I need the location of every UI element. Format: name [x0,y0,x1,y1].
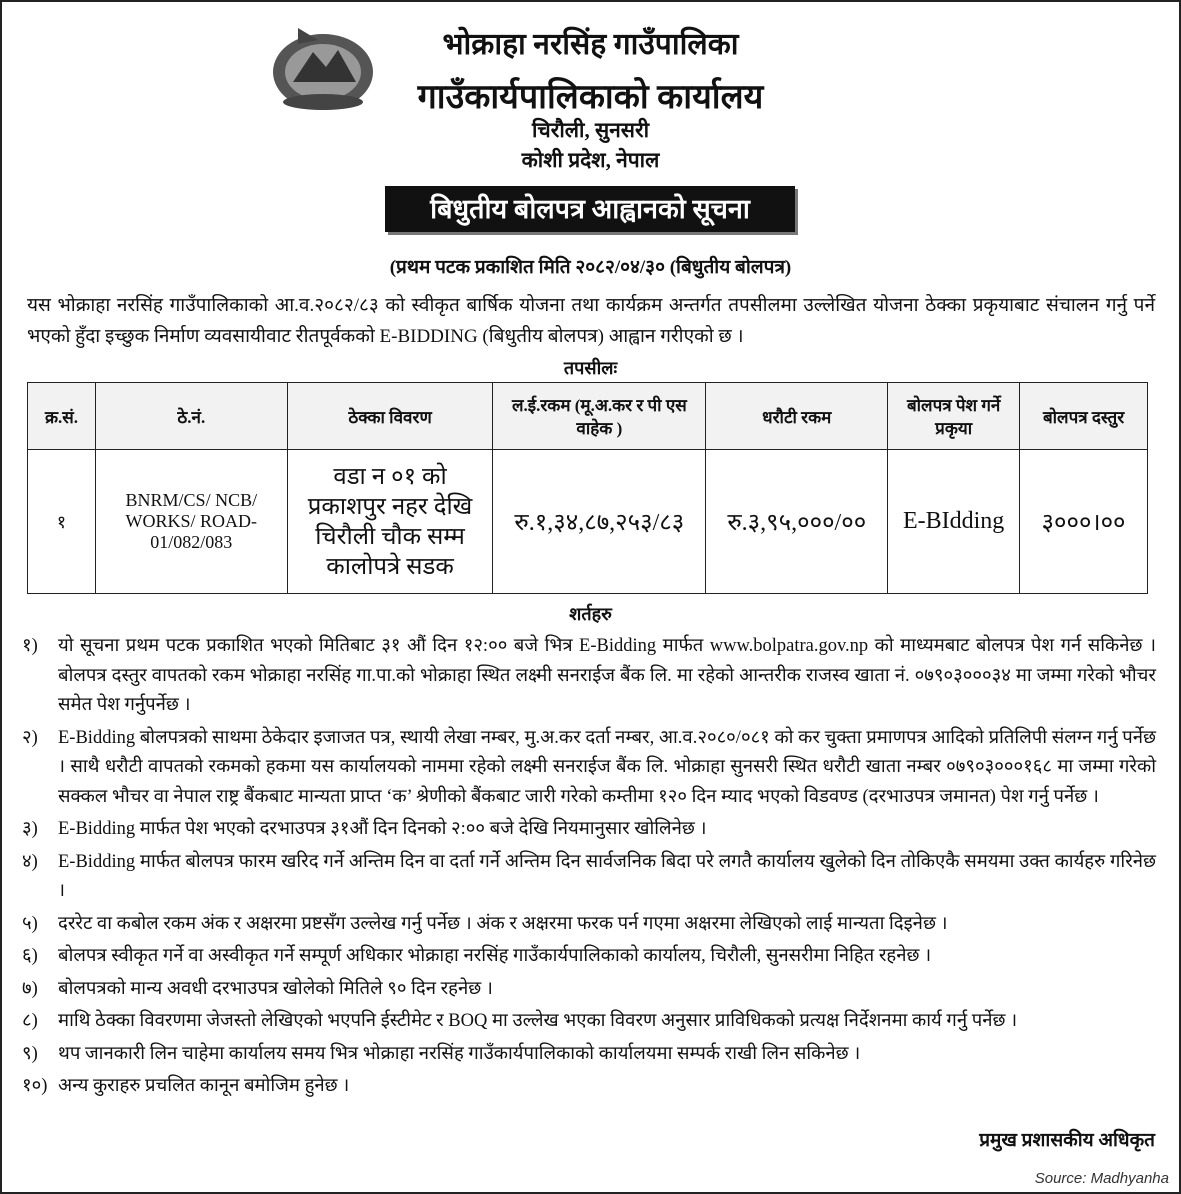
col-process: बोलपत्र पेश गर्ने प्रकृया [888,383,1020,450]
col-sn: क्र.सं. [28,383,96,450]
condition-text: अन्य कुराहरु प्रचलित कानून बमोजिम हुनेछ । [58,1076,350,1096]
condition-number: १०) [22,1076,48,1096]
condition-number: ७) [22,978,38,999]
table-header-row [28,383,1148,450]
col-description: ठेक्का विवरण [287,383,493,450]
cell-fee: ३०००।०० [1020,450,1148,594]
condition-number: ३) [22,819,38,839]
col-deposit: धरौटी रकम [706,383,888,450]
office-location: चिरौली, सुनसरी [531,118,650,142]
col-estimate: ल.ई.रकम (मू.अ.कर र पी एस वाहेक ) [493,383,706,450]
cell-description: वडा न ०१ को प्रकाशपुर नहर देखि चिरौली चौक सम्म कालोपत्रे सडक [287,450,493,594]
conditions-heading: शर्तहरु [569,604,612,624]
condition-number: २) [22,727,38,748]
condition-text: E-Bidding मार्फत पेश भएको दरभाउपत्र ३१औं दिन दिनको २:०० बजे देखि नियमानुसार खोलिनेछ । [58,819,707,839]
province: कोशी प्रदेश, नेपाल [521,148,660,172]
cell-sn: १ [28,450,96,594]
condition-text: माथि ठेक्का विवरणमा जेजस्तो लेखिएको भएपनि ईस्टीमेट र BOQ मा उल्लेख भएका विवरण अनुसार प्राविधिकको प्रत्यक्ष निर्देशनमा कार्य गर्नु पर्नेछ । [58,1011,1018,1031]
cell-estimate: रु.१,३४,८७,२५३/८३ [493,450,706,594]
condition-number: ४) [22,851,38,872]
condition-number: ९) [22,1043,38,1064]
municipality-name: भोक्राहा नरसिंह गाउँपालिका [442,28,739,61]
office-name: गाउँकार्यपालिकाको कार्यालय [417,79,764,116]
col-fee: बोलपत्र दस्तुर [1020,383,1148,450]
condition-text: बोलपत्रको मान्य अवधी दरभाउपत्र खोलेको मितिले ९० दिन रहनेछ । [58,978,493,999]
condition-text: E-Bidding मार्फत बोलपत्र फारम खरिद गर्ने अन्तिम दिन वा दर्ता गर्ने अन्तिम दिन सार्वजनिक बिदा परे लगतै कार्यालय खुलेको दिन तोकिएकै समयमा उक्त कार्यहरु गरिनेछ । [58,851,1156,901]
condition-number: ५) [22,913,38,934]
signatory-title: प्रमुख प्रशासकीय अधिकृत [979,1130,1155,1151]
condition-item [22,1040,1156,1070]
cell-process: E-BIdding [888,450,1020,594]
condition-number: ६) [22,946,38,966]
condition-item [22,632,1156,721]
conditions-list [22,632,1156,1105]
cell-deposit: रु.३,९५,०००/०० [706,450,888,594]
notice-title: बिधुतीय बोलपत्र आह्वानको सूचना [385,186,795,232]
condition-item [22,848,1156,907]
condition-text: बोलपत्र स्वीकृत गर्ने वा अस्वीकृत गर्ने सम्पूर्ण अधिकार भोक्राहा नरसिंह गाउँकार्यपालिकाको कार्यालय, चिरौली, सुनसरीमा निहित रहनेछ । [58,946,932,966]
publication-date: (प्रथम पटक प्रकाशित मिति २०८२/०४/३० (बिधुतीय बोलपत्र) [389,257,792,278]
source-credit: Source: Madhyanha [1034,1170,1169,1187]
intro-paragraph: यस भोक्राहा नरसिंह गाउँपालिकाको आ.व.२०८२/८३ को स्वीकृत बार्षिक योजना तथा कार्यक्रम अन्तर्गत तपसीलमा उल्लेखित योजना ठेक्का प्रकृयाबाट संचालन गर्नु पर्ने भएको हुँदा इच्छुक निर्माण व्यवसायीवाट रीतपूर्वकको E-BIDDING (बिधुतीय बोलपत्र) आह्वान गरीएको छ । [27,295,1155,347]
condition-number: ८) [22,1011,38,1031]
condition-item [22,724,1156,813]
condition-item [22,1072,1156,1102]
condition-item [22,942,1156,972]
condition-text: थप जानकारी लिन चाहेमा कार्यालय समय भित्र भोक्राहा नरसिंह गाउँकार्यपालिकाको कार्यालयमा सम्पर्क राखी लिन सकिनेछ । [58,1043,861,1064]
condition-item [22,815,1156,845]
tender-table [27,382,1148,594]
condition-item [22,975,1156,1005]
cell-contract-no: BNRM/CS/ NCB/ WORKS/ ROAD-01/082/083 [95,450,287,594]
condition-text: E-Bidding बोलपत्रको साथमा ठेकेदार इजाजत पत्र, स्थायी लेखा नम्बर, मु.अ.कर दर्ता नम्बर, आ.व.२०८०/०८१ को कर चुक्ता प्रमाणपत्र आदिको प्रतिलिपी संलग्न गर्नु पर्नेछ । साथै धरौटी वापतको रकमको हकमा यस कार्यालयको नाममा रहेको लक्ष्मी सनराईज बैंक लि. भोक्राहा सुनसरी स्थित धरौटी खाता नम्बर ०७९०३०००१६८ मा जम्मा गरेको सक्कल भौचर वा नेपाल राष्ट्र बैंकबाट मान्यता प्राप्त ‘क’ श्रेणीको बैंकबाट जारी गरेको कम्तीमा १२० दिन म्याद भएको विडवण्ड (दरभाउपत्र जमानत) पेश गर्नु पर्नेछ । [58,727,1156,807]
condition-text: दररेट वा कबोल रकम अंक र अक्षरमा प्रष्टसँग उल्लेख गर्नु पर्नेछ । अंक र अक्षरमा फरक पर्न गएमा अक्षरमा लेखिएको लाई मान्यता दिइनेछ । [58,913,948,934]
condition-item [22,910,1156,940]
table-row [28,450,1148,594]
condition-item [22,1007,1156,1037]
condition-number: १) [22,636,38,656]
condition-text: यो सूचना प्रथम पटक प्रकाशित भएको मितिबाट ३१ औं दिन १२:०० बजे भित्र E-Bidding मार्फत www.bolpatra.gov.np को माध्यमबाट बोलपत्र पेश गर्न सकिनेछ । बोलपत्र दस्तुर वापतको रकम भोक्राहा नरसिंह गा.पा.को भोक्राहा स्थित लक्ष्मी सनराईज बैंक लि. मा रहेको आन्तरीक राजस्व खाता नं. ०७९०३०००३४ मा जम्मा गरेको भौचर समेत पेश गर्नुपर्नेछ । [58,636,1156,715]
col-contract-no: ठे.नं. [95,383,287,450]
details-heading: तपसीलः [563,358,618,378]
